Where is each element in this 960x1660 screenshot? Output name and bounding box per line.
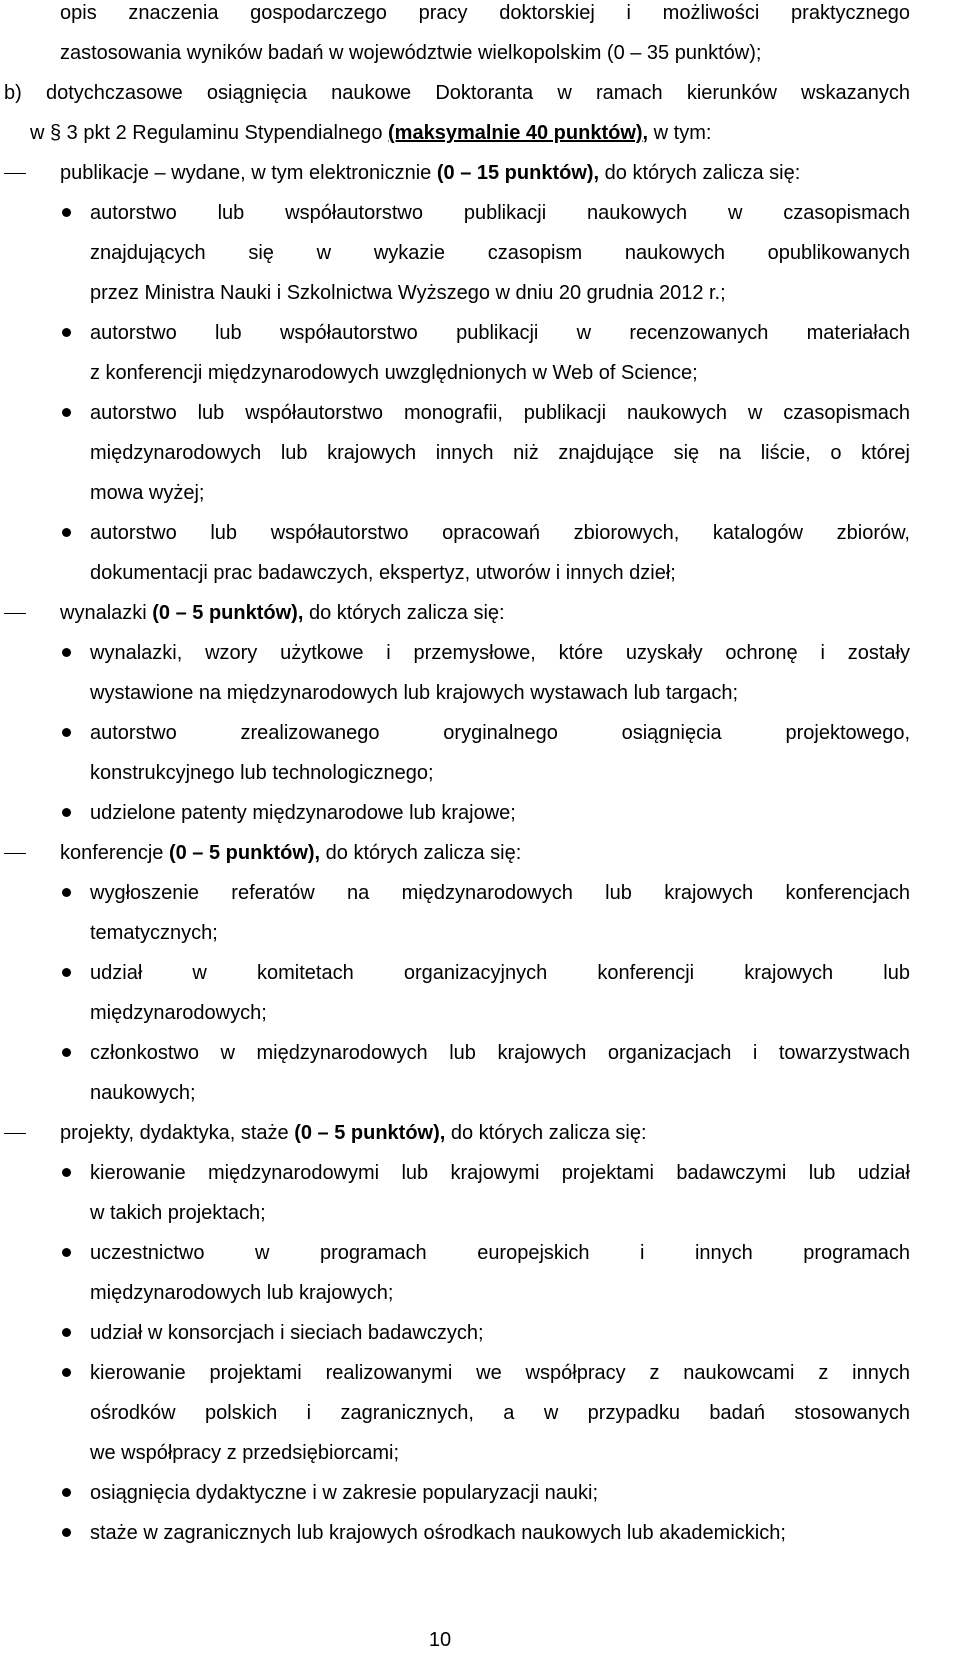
text-line: w takich projektach;: [90, 1202, 266, 1224]
bullet-item: autorstwo lub współautorstwo opracowań zbiorowych, katalogów zbiorów,: [0, 513, 910, 553]
text-line: mowa wyżej;: [90, 482, 205, 504]
dash-item: konferencje (0 – 5 punktów), do których zalicza się:: [0, 833, 910, 873]
bullet-marker: [62, 1168, 71, 1177]
bullet-item: kierowanie projektami realizowanymi we współpracy z naukowcami z innych: [0, 1353, 910, 1393]
bullet-marker: [62, 728, 71, 737]
bullet-marker: [62, 1328, 71, 1337]
bullet-item: autorstwo zrealizowanego oryginalnego osiągnięcia projektowego,: [0, 713, 910, 753]
bullet-marker: [62, 408, 71, 417]
bullet-item: kierowanie międzynarodowymi lub krajowymi projektami badawczymi lub udział: [0, 1153, 910, 1193]
bullet-marker: [62, 1048, 71, 1057]
text-line: międzynarodowych lub krajowych;: [90, 1282, 394, 1304]
bullet-marker: [62, 648, 71, 657]
text-line: znajdujących się w wykazie czasopism naukowych opublikowanych: [90, 242, 910, 264]
bullet-item: członkostwo w międzynarodowych lub krajowych organizacjach i towarzystwach: [0, 1033, 910, 1073]
bullet-marker: [62, 1248, 71, 1257]
bullet-marker: [62, 1368, 71, 1377]
bullet-item: udział w konsorcjach i sieciach badawczych;: [0, 1313, 910, 1353]
text-line: przez Ministra Nauki i Szkolnictwa Wyższego w dniu 20 grudnia 2012 r.;: [90, 282, 726, 304]
bullet-item: autorstwo lub współautorstwo publikacji w recenzowanych materiałach: [0, 313, 910, 353]
dash-marker: [4, 173, 26, 174]
bullet-marker: [62, 808, 71, 817]
bullet-item: osiągnięcia dydaktyczne i w zakresie popularyzacji nauki;: [0, 1473, 910, 1513]
page-number: 10: [428, 1629, 452, 1651]
text-line: międzynarodowych lub krajowych innych niż znajdujące się na liście, o której: [90, 442, 910, 464]
bullet-item: udzielone patenty międzynarodowe lub krajowe;: [0, 793, 910, 833]
text-line: dokumentacji prac badawczych, ekspertyz, utworów i innych dzieł;: [90, 562, 676, 584]
bullet-item: wynalazki, wzory użytkowe i przemysłowe, które uzyskały ochronę i zostały: [0, 633, 910, 673]
dash-marker: [4, 613, 26, 614]
bullet-item: autorstwo lub współautorstwo publikacji naukowych w czasopismach: [0, 193, 910, 233]
bullet-marker: [62, 328, 71, 337]
dash-item: wynalazki (0 – 5 punktów), do których zalicza się:: [0, 593, 910, 633]
text-line: ośrodków polskich i zagranicznych, a w przypadku badań stosowanych: [90, 1402, 910, 1424]
dash-marker: [4, 853, 26, 854]
text-line: b) dotychczasowe osiągnięcia naukowe Doktoranta w ramach kierunków wskazanych: [4, 82, 910, 104]
text-line: naukowych;: [90, 1082, 196, 1104]
bullet-marker: [62, 1528, 71, 1537]
bullet-item: staże w zagranicznych lub krajowych ośrodkach naukowych lub akademickich;: [0, 1513, 910, 1553]
bullet-item: udział w komitetach organizacyjnych konferencji krajowych lub: [0, 953, 910, 993]
text-line: międzynarodowych;: [90, 1002, 267, 1024]
bullet-marker: [62, 888, 71, 897]
text-line: opis znaczenia gospodarczego pracy doktorskiej i możliwości praktycznego: [60, 0, 910, 33]
text-line: zastosowania wyników badań w województwie wielkopolskim (0 – 35 punktów);: [60, 42, 762, 64]
text-line: w § 3 pkt 2 Regulaminu Stypendialnego (maksymalnie 40 punktów), w tym:: [30, 122, 712, 144]
bullet-marker: [62, 968, 71, 977]
text-line: konstrukcyjnego lub technologicznego;: [90, 762, 434, 784]
dash-marker: [4, 1133, 26, 1134]
bullet-marker: [62, 1488, 71, 1497]
bullet-item: autorstwo lub współautorstwo monografii, publikacji naukowych w czasopismach: [0, 393, 910, 433]
bullet-marker: [62, 528, 71, 537]
text-line: wystawione na międzynarodowych lub krajowych wystawach lub targach;: [90, 682, 739, 704]
bullet-item: uczestnictwo w programach europejskich i innych programach: [0, 1233, 910, 1273]
dash-item: projekty, dydaktyka, staże (0 – 5 punktów), do których zalicza się:: [0, 1113, 910, 1153]
text-line: we współpracy z przedsiębiorcami;: [90, 1442, 400, 1464]
dash-item: publikacje – wydane, w tym elektronicznie (0 – 15 punktów), do których zalicza się:: [0, 153, 910, 193]
text-line: tematycznych;: [90, 922, 218, 944]
bullet-marker: [62, 208, 71, 217]
bullet-item: wygłoszenie referatów na międzynarodowych lub krajowych konferencjach: [0, 873, 910, 913]
text-line: z konferencji międzynarodowych uwzględnionych w Web of Science;: [90, 362, 698, 384]
